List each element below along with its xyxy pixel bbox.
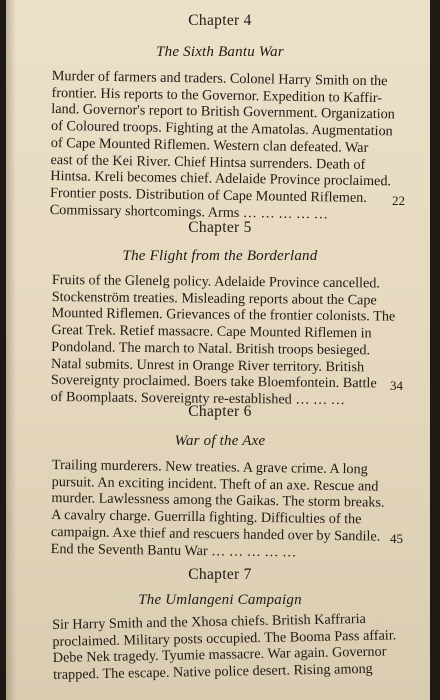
chapter-summary bbox=[50, 272, 396, 409]
page-number: 34 bbox=[390, 378, 403, 393]
summary-line: of Cape Mounted Riflemen. Western clan defeated. War bbox=[50, 134, 369, 156]
summary-line: Sovereignty proclaimed. Boers take Bloemfontein. Battle bbox=[50, 372, 377, 392]
summary-line: east of the Kei River. Chief Hintsa surrenders. Death of bbox=[50, 151, 366, 173]
summary-line: Commissary shortcomings. Arms … … … … … bbox=[49, 201, 329, 222]
summary-line: proclaimed. Military posts occupied. The Booma Pass affair. bbox=[52, 627, 397, 650]
summary-line: Natal submits. Unrest in Orange River territory. British bbox=[50, 355, 365, 375]
summary-line: End the Seventh Bantu War … … … … … bbox=[50, 540, 297, 560]
chapter-title: War of the Axe bbox=[174, 433, 266, 449]
page-gutter-shadow bbox=[6, 0, 16, 700]
page-number: 22 bbox=[392, 193, 405, 208]
summary-line: Stockenström treaties. Misleading reports about the Cape bbox=[51, 288, 377, 309]
summary-line: Sir Harry Smith and the Xhosa chiefs. British Kaffraria bbox=[52, 610, 367, 633]
summary-line: Murder of farmers and traders. Colonel Harry Smith on the bbox=[51, 68, 388, 90]
summary-line: Hintsa. Kreli becomes chief. Adelaide Province proclaimed. bbox=[50, 168, 392, 190]
summary-line: land. Governor's report to British Government. Organization bbox=[51, 101, 395, 123]
summary-line: Frontier posts. Distribution of Cape Mounted Riflemen. bbox=[49, 184, 367, 206]
summary-line: A cavalry charge. Guerrilla fighting. Difficulties of the bbox=[51, 507, 362, 528]
summary-line: pursuit. An exciting incident. Theft of an axe. Rescue and bbox=[51, 473, 379, 495]
page-number: 45 bbox=[390, 531, 403, 546]
book-page bbox=[6, 0, 430, 700]
summary-line: of Coloured troops. Fighting at the Amatolas. Augmentation bbox=[50, 118, 393, 140]
summary-line: Trailing murderers. New treaties. A grave crime. A long bbox=[51, 457, 368, 478]
summary-line: frontier. His reports to the Governor. Expedition to Kaffir- bbox=[51, 84, 383, 106]
summary-line: trapped. The escape. Native police desert. Rising among bbox=[52, 660, 373, 684]
summary-line: Great Trek. Retief massacre. Cape Mounted Riflemen in bbox=[51, 322, 372, 342]
chapter-summary bbox=[49, 68, 395, 224]
chapter-title: The Umlangeni Campaign bbox=[138, 592, 302, 608]
summary-line: Pondoland. The march to Natal. British troops besieged. bbox=[51, 338, 371, 359]
chapter-summary bbox=[51, 457, 388, 562]
chapter-heading: Chapter 5 bbox=[188, 219, 252, 236]
summary-line: Debe Nek tragedy. Tyumie massacre. War again. Governor bbox=[52, 643, 387, 667]
chapter-heading: Chapter 4 bbox=[188, 12, 252, 29]
chapter-title: The Sixth Bantu War bbox=[156, 44, 284, 60]
chapter-summary bbox=[52, 610, 397, 684]
chapter-title: The Flight from the Borderland bbox=[122, 248, 318, 264]
summary-line: Fruits of the Glenelg policy. Adelaide Province cancelled. bbox=[51, 272, 381, 292]
chapter-heading: Chapter 6 bbox=[188, 403, 252, 420]
chapter-heading: Chapter 7 bbox=[188, 566, 252, 583]
summary-line: murder. Lawlessness among the Gaikas. The storm breaks. bbox=[51, 490, 385, 512]
summary-line: campaign. Axe thief and rescuers handed over by Sandile. bbox=[50, 523, 381, 545]
summary-line: of Boomplaats. Sovereignty re-established … … … bbox=[50, 388, 346, 408]
summary-line: Mounted Riflemen. Grievances of the frontier colonists. The bbox=[51, 305, 396, 326]
